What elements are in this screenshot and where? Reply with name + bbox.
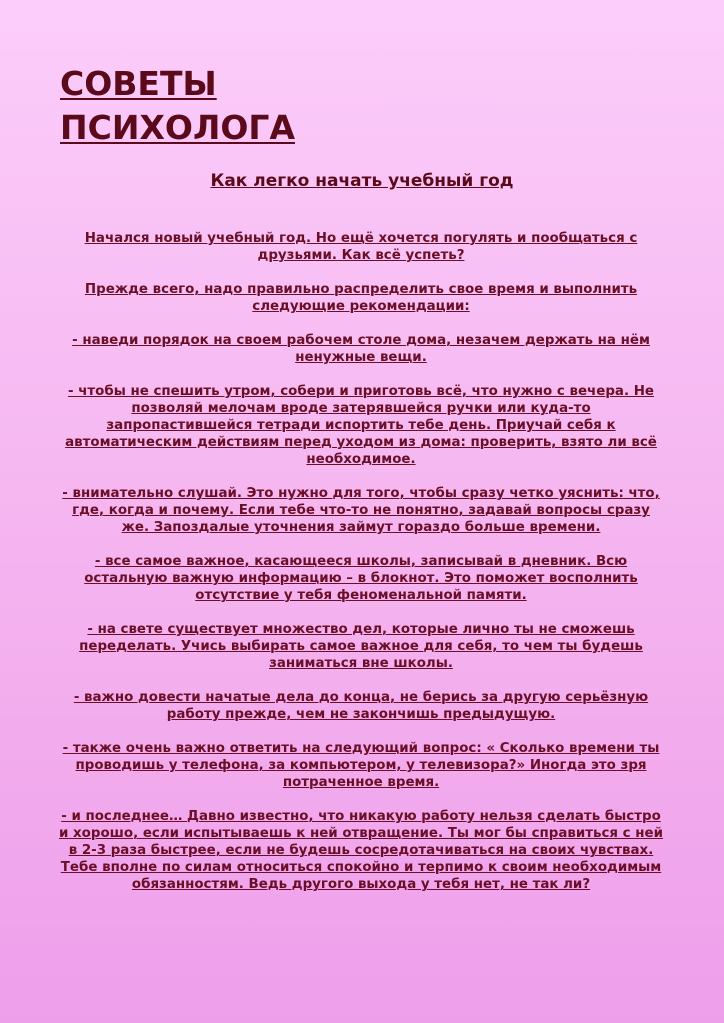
paragraph-recommendations-intro: Прежде всего, надо правильно распределить свое время и выполнить следующие рекомендации:: [84, 282, 638, 314]
title-line-2: ПСИХОЛОГА: [60, 108, 295, 147]
advice-item: - и последнее… Давно известно, что никакую работу нельзя сделать быстро и хорошо, если испытываешь к ней отвращение. Ты мог бы справиться с ней в 2-3 раза быстрее, если не будешь сосредотачиваться на своих чувствах. Тебе вполне по силам относиться спокойно и терпимо к своим необходимым обязанностям. Ведь другого выхода у тебя нет, не так ли?: [59, 809, 663, 892]
advice-item: - наведи порядок на своем рабочем столе дома, незачем держать на нём ненужные вещи.: [72, 333, 650, 365]
subtitle: Как легко начать учебный год: [210, 171, 514, 191]
paragraph-intro: Начался новый учебный год. Но ещё хочется погулять и пообщаться с друзьями. Как всё успеть?: [84, 231, 638, 263]
title-line-1: СОВЕТЫ: [60, 64, 217, 103]
advice-item: - все самое важное, касающееся школы, записывай в дневник. Всю остальную важную информацию – в блокнот. Это поможет восполнить отсутствие у тебя феноменальной памяти.: [84, 554, 638, 603]
advice-item: - чтобы не спешить утром, собери и приготовь всё, что нужно с вечера. Не позволяй мелочам вроде затерявшейся ручки или куда-то запропастившейся тетради испортить тебе день. Приучай себя к автоматическим действиям перед уходом из дома: проверить, взято ли всё необходимое.: [65, 384, 657, 467]
advice-item: - важно довести начатые дела до конца, не берись за другую серьёзную работу прежде, чем не закончишь предыдущую.: [73, 690, 649, 722]
advice-list: [58, 230, 664, 910]
advice-item: - на свете существует множество дел, которые лично ты не сможешь переделать. Учись выбирать самое важное для себя, то чем ты будешь заниматься вне школы.: [79, 622, 643, 671]
page-title: [60, 62, 295, 150]
advice-item: - внимательно слушай. Это нужно для того, чтобы сразу четко уяснить: что, где, когда и почему. Если тебе что-то не понятно, задавай вопросы сразу же. Запоздалые уточнения займут гораздо больше времени.: [62, 486, 660, 535]
advice-item: - также очень важно ответить на следующий вопрос: « Сколько времени ты проводишь у телефона, за компьютером, у телевизора?» Иногда это зря потраченное время.: [62, 741, 660, 790]
